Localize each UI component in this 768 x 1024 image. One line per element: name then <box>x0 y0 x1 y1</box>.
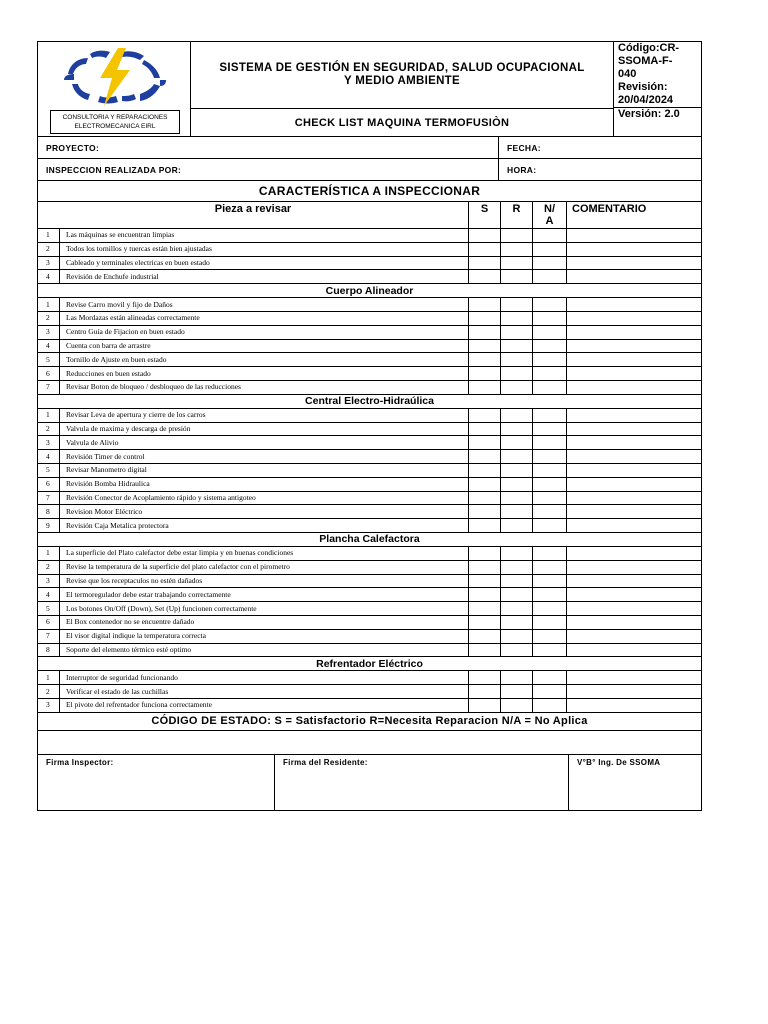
check-r-cell[interactable] <box>501 560 533 574</box>
check-r-cell[interactable] <box>501 450 533 464</box>
ssoma-approval-field[interactable]: V°B° Ing. De SSOMA <box>569 754 702 810</box>
inspector-field[interactable]: INSPECCION REALIZADA POR: <box>38 159 499 181</box>
item-description: El pivote del refrentador funciona correctamente <box>60 698 469 712</box>
check-r-cell[interactable] <box>501 629 533 643</box>
section-title: Refrentador Eléctrico <box>38 657 702 671</box>
check-s-cell[interactable] <box>469 229 501 243</box>
comment-cell[interactable] <box>567 519 702 533</box>
comment-cell[interactable] <box>567 242 702 256</box>
check-r-cell[interactable] <box>501 463 533 477</box>
comment-cell[interactable] <box>567 422 702 436</box>
check-s-cell[interactable] <box>469 256 501 270</box>
check-s-cell[interactable] <box>469 588 501 602</box>
check-na-cell[interactable] <box>533 256 567 270</box>
table-row <box>38 270 702 284</box>
item-number: 7 <box>38 380 60 394</box>
item-description: Interruptor de seguridad funcionando <box>60 671 469 685</box>
table-row <box>38 477 702 491</box>
comment-cell[interactable] <box>567 560 702 574</box>
check-r-cell[interactable] <box>501 229 533 243</box>
check-r-cell[interactable] <box>501 698 533 712</box>
check-na-cell[interactable] <box>533 519 567 533</box>
check-na-cell[interactable] <box>533 270 567 284</box>
table-row <box>38 436 702 450</box>
table-row <box>38 560 702 574</box>
check-s-cell[interactable] <box>469 408 501 422</box>
table-title: CARACTERÍSTICA A INSPECCIONAR <box>38 181 702 202</box>
check-na-cell[interactable] <box>533 574 567 588</box>
col-s-header: S <box>469 202 501 229</box>
item-description: Revisar Boton de bloqueo / desbloqueo de las reducciones <box>60 380 469 394</box>
checklist-document <box>37 41 702 811</box>
table-row <box>38 450 702 464</box>
item-number: 9 <box>38 519 60 533</box>
check-na-cell[interactable] <box>533 671 567 685</box>
table-row <box>38 422 702 436</box>
check-r-cell[interactable] <box>501 519 533 533</box>
system-title-cell <box>191 42 614 109</box>
item-description: Revisión de Enchufe industrial <box>60 270 469 284</box>
item-description: Las máquinas se encuentran limpias <box>60 229 469 243</box>
check-r-cell[interactable] <box>501 615 533 629</box>
comment-cell[interactable] <box>567 367 702 381</box>
checklist-title: CHECK LIST MAQUINA TERMOFUSIÒN <box>191 109 614 137</box>
item-description: Revision Motor Eléctrico <box>60 505 469 519</box>
item-number: 5 <box>38 463 60 477</box>
check-s-cell[interactable] <box>469 685 501 699</box>
item-description: Revisar Manometro digital <box>60 463 469 477</box>
check-na-cell[interactable] <box>533 422 567 436</box>
check-s-cell[interactable] <box>469 339 501 353</box>
item-number: 8 <box>38 643 60 657</box>
revision-date: 20/04/2024 <box>618 94 674 106</box>
table-row <box>38 519 702 533</box>
check-r-cell[interactable] <box>501 671 533 685</box>
check-r-cell[interactable] <box>501 256 533 270</box>
check-r-cell[interactable] <box>501 242 533 256</box>
table-row <box>38 353 702 367</box>
item-description: Las Mordazas están alineadas correctamente <box>60 311 469 325</box>
item-number: 3 <box>38 256 60 270</box>
item-description: Revise Carro movil y fijo de Daños <box>60 298 469 312</box>
comment-cell[interactable] <box>567 270 702 284</box>
check-r-cell[interactable] <box>501 422 533 436</box>
comment-cell[interactable] <box>567 643 702 657</box>
section-header-row <box>38 284 702 298</box>
check-s-cell[interactable] <box>469 298 501 312</box>
table-row <box>38 629 702 643</box>
comment-cell[interactable] <box>567 588 702 602</box>
check-s-cell[interactable] <box>469 643 501 657</box>
item-number: 4 <box>38 588 60 602</box>
section-header-row <box>38 657 702 671</box>
col-r-header: R <box>501 202 533 229</box>
check-r-cell[interactable] <box>501 353 533 367</box>
item-number: 3 <box>38 325 60 339</box>
check-na-cell[interactable] <box>533 450 567 464</box>
check-r-cell[interactable] <box>501 270 533 284</box>
item-number: 1 <box>38 298 60 312</box>
table-row <box>38 685 702 699</box>
check-na-cell[interactable] <box>533 643 567 657</box>
check-na-cell[interactable] <box>533 477 567 491</box>
inspector-signature-field[interactable]: Firma Inspector: <box>38 754 275 810</box>
table-row <box>38 256 702 270</box>
table-row <box>38 298 702 312</box>
resident-signature-field[interactable]: Firma del Residente: <box>275 754 569 810</box>
table-row <box>38 546 702 560</box>
item-number: 6 <box>38 367 60 381</box>
comment-cell[interactable] <box>567 615 702 629</box>
table-row <box>38 671 702 685</box>
footer <box>37 712 702 811</box>
check-s-cell[interactable] <box>469 380 501 394</box>
item-number: 2 <box>38 242 60 256</box>
check-s-cell[interactable] <box>469 436 501 450</box>
check-r-cell[interactable] <box>501 602 533 616</box>
item-number: 2 <box>38 422 60 436</box>
comment-cell[interactable] <box>567 546 702 560</box>
table-row <box>38 615 702 629</box>
check-na-cell[interactable] <box>533 588 567 602</box>
comment-cell[interactable] <box>567 450 702 464</box>
check-s-cell[interactable] <box>469 367 501 381</box>
item-number: 1 <box>38 229 60 243</box>
item-number: 4 <box>38 339 60 353</box>
check-s-cell[interactable] <box>469 519 501 533</box>
check-s-cell[interactable] <box>469 450 501 464</box>
blank-row <box>38 730 702 754</box>
section-header-row <box>38 394 702 408</box>
check-na-cell[interactable] <box>533 505 567 519</box>
table-row <box>38 698 702 712</box>
table-row <box>38 574 702 588</box>
item-description: Revise la temperatura de la superficie del plato calefactor con el pirometro <box>60 560 469 574</box>
item-number: 5 <box>38 353 60 367</box>
item-number: 4 <box>38 450 60 464</box>
check-na-cell[interactable] <box>533 698 567 712</box>
table-row <box>38 339 702 353</box>
check-na-cell[interactable] <box>533 353 567 367</box>
document-code-cell <box>614 42 702 137</box>
section-title: Plancha Calefactora <box>38 532 702 546</box>
item-number: 8 <box>38 505 60 519</box>
comment-cell[interactable] <box>567 339 702 353</box>
section-title: Cuerpo Alineador <box>38 284 702 298</box>
version: Versión: 2.0 <box>614 107 701 121</box>
table-row <box>38 229 702 243</box>
table-row <box>38 408 702 422</box>
comment-cell[interactable] <box>567 298 702 312</box>
item-description: Cuenta con barra de arrastre <box>60 339 469 353</box>
check-s-cell[interactable] <box>469 615 501 629</box>
check-s-cell[interactable] <box>469 353 501 367</box>
check-na-cell[interactable] <box>533 685 567 699</box>
check-na-cell[interactable] <box>533 602 567 616</box>
check-r-cell[interactable] <box>501 643 533 657</box>
document-header <box>37 41 702 137</box>
check-s-cell[interactable] <box>469 671 501 685</box>
col-comment-header: COMENTARIO <box>567 202 702 229</box>
item-number: 2 <box>38 685 60 699</box>
time-field[interactable]: HORA: <box>499 159 702 181</box>
check-s-cell[interactable] <box>469 602 501 616</box>
item-number: 2 <box>38 311 60 325</box>
section-header-row <box>38 532 702 546</box>
comment-cell[interactable] <box>567 229 702 243</box>
item-number: 1 <box>38 671 60 685</box>
comment-cell[interactable] <box>567 408 702 422</box>
check-s-cell[interactable] <box>469 242 501 256</box>
check-r-cell[interactable] <box>501 574 533 588</box>
table-row <box>38 602 702 616</box>
check-s-cell[interactable] <box>469 698 501 712</box>
company-logo-icon <box>60 46 170 108</box>
item-number: 7 <box>38 629 60 643</box>
check-s-cell[interactable] <box>469 574 501 588</box>
comment-cell[interactable] <box>567 477 702 491</box>
check-na-cell[interactable] <box>533 436 567 450</box>
item-description: El Box contenedor no se encuentre dañado <box>60 615 469 629</box>
item-description: Tornillo de Ajuste en buen estado <box>60 353 469 367</box>
comment-cell[interactable] <box>567 325 702 339</box>
comment-cell[interactable] <box>567 436 702 450</box>
table-row <box>38 367 702 381</box>
comment-cell[interactable] <box>567 671 702 685</box>
inspection-info <box>37 136 702 181</box>
check-na-cell[interactable] <box>533 629 567 643</box>
item-description: Revisión Conector de Acoplamiento rápido y sistema antigoteo <box>60 491 469 505</box>
check-s-cell[interactable] <box>469 546 501 560</box>
item-number: 3 <box>38 698 60 712</box>
comment-cell[interactable] <box>567 353 702 367</box>
item-number: 3 <box>38 436 60 450</box>
check-s-cell[interactable] <box>469 422 501 436</box>
check-na-cell[interactable] <box>533 615 567 629</box>
item-description: Verificar el estado de las cuchillas <box>60 685 469 699</box>
item-description: El visor digital indique la temperatura correcta <box>60 629 469 643</box>
item-description: Valvula de maxima y descarga de presión <box>60 422 469 436</box>
checklist-table <box>37 180 702 713</box>
item-description: Revise que los receptaculos no estén dañados <box>60 574 469 588</box>
column-header-row <box>38 202 702 229</box>
item-description: Revisar Leva de apertura y cierre de los carros <box>60 408 469 422</box>
table-row <box>38 380 702 394</box>
check-r-cell[interactable] <box>501 685 533 699</box>
check-na-cell[interactable] <box>533 380 567 394</box>
item-description: Los botones On/Off (Down), Set (Up) funcionen correctamente <box>60 602 469 616</box>
comment-cell[interactable] <box>567 574 702 588</box>
check-s-cell[interactable] <box>469 505 501 519</box>
item-description: La superficie del Plato calefactor debe estar limpia y en buenas condiciones <box>60 546 469 560</box>
revision-label: Revisión: <box>618 81 668 93</box>
check-s-cell[interactable] <box>469 629 501 643</box>
check-r-cell[interactable] <box>501 505 533 519</box>
document-code: Código:CR- SSOMA-F- 040 <box>618 42 680 80</box>
company-name: CONSULTORIA Y REPARACIONES ELECTROMECANICA EIRL <box>50 110 180 134</box>
comment-cell[interactable] <box>567 685 702 699</box>
item-description: Cableado y terminales electricas en buen estado <box>60 256 469 270</box>
check-r-cell[interactable] <box>501 491 533 505</box>
table-row <box>38 325 702 339</box>
comment-cell[interactable] <box>567 602 702 616</box>
item-description: Soporte del elemento térmico esté optimo <box>60 643 469 657</box>
check-na-cell[interactable] <box>533 298 567 312</box>
item-number: 6 <box>38 615 60 629</box>
table-row <box>38 505 702 519</box>
section-title: Central Electro-Hidraúlica <box>38 394 702 408</box>
item-number: 1 <box>38 546 60 560</box>
check-r-cell[interactable] <box>501 436 533 450</box>
check-na-cell[interactable] <box>533 339 567 353</box>
check-na-cell[interactable] <box>533 229 567 243</box>
check-r-cell[interactable] <box>501 339 533 353</box>
system-title: SISTEMA DE GESTIÓN EN SEGURIDAD, SALUD OCUPACIONAL Y MEDIO AMBIENTE <box>219 62 585 87</box>
item-description: Revisión Caja Metalica protectora <box>60 519 469 533</box>
check-r-cell[interactable] <box>501 325 533 339</box>
item-description: Centro Guía de Fijacion en buen estado <box>60 325 469 339</box>
comment-cell[interactable] <box>567 311 702 325</box>
comment-cell[interactable] <box>567 380 702 394</box>
comment-cell[interactable] <box>567 256 702 270</box>
item-description: Valvula de Alivio <box>60 436 469 450</box>
item-number: 5 <box>38 602 60 616</box>
check-na-cell[interactable] <box>533 546 567 560</box>
check-r-cell[interactable] <box>501 408 533 422</box>
comment-cell[interactable] <box>567 505 702 519</box>
table-row <box>38 242 702 256</box>
check-r-cell[interactable] <box>501 380 533 394</box>
check-r-cell[interactable] <box>501 546 533 560</box>
table-row <box>38 491 702 505</box>
date-field[interactable]: FECHA: <box>499 137 702 159</box>
col-piece-header: Pieza a revisar <box>38 202 469 229</box>
item-number: 4 <box>38 270 60 284</box>
item-description: Revisión Timer de control <box>60 450 469 464</box>
check-r-cell[interactable] <box>501 477 533 491</box>
check-r-cell[interactable] <box>501 588 533 602</box>
check-s-cell[interactable] <box>469 325 501 339</box>
check-s-cell[interactable] <box>469 477 501 491</box>
table-row <box>38 311 702 325</box>
check-s-cell[interactable] <box>469 270 501 284</box>
check-r-cell[interactable] <box>501 311 533 325</box>
item-number: 3 <box>38 574 60 588</box>
check-r-cell[interactable] <box>501 298 533 312</box>
comment-cell[interactable] <box>567 629 702 643</box>
table-row <box>38 463 702 477</box>
project-field[interactable]: PROYECTO: <box>38 137 499 159</box>
comment-cell[interactable] <box>567 463 702 477</box>
check-na-cell[interactable] <box>533 408 567 422</box>
check-na-cell[interactable] <box>533 311 567 325</box>
logo-cell <box>38 42 191 137</box>
check-na-cell[interactable] <box>533 463 567 477</box>
item-number: 1 <box>38 408 60 422</box>
item-description: Reducciones en buen estado <box>60 367 469 381</box>
check-na-cell[interactable] <box>533 560 567 574</box>
check-r-cell[interactable] <box>501 367 533 381</box>
check-na-cell[interactable] <box>533 367 567 381</box>
item-description: Revisión Bomba Hidraulica <box>60 477 469 491</box>
check-s-cell[interactable] <box>469 560 501 574</box>
item-number: 6 <box>38 477 60 491</box>
table-row <box>38 588 702 602</box>
item-description: El termoregulador debe estar trabajando correctamente <box>60 588 469 602</box>
status-legend: CÓDIGO DE ESTADO: S = Satisfactorio R=Necesita Reparacion N/A = No Aplica <box>38 712 702 730</box>
check-s-cell[interactable] <box>469 463 501 477</box>
item-number: 7 <box>38 491 60 505</box>
table-row <box>38 643 702 657</box>
item-number: 2 <box>38 560 60 574</box>
item-description: Todos los tornillos y tuercas están bien ajustadas <box>60 242 469 256</box>
check-na-cell[interactable] <box>533 491 567 505</box>
check-na-cell[interactable] <box>533 325 567 339</box>
check-s-cell[interactable] <box>469 491 501 505</box>
check-s-cell[interactable] <box>469 311 501 325</box>
comment-cell[interactable] <box>567 698 702 712</box>
col-na-header: N/ A <box>533 202 567 229</box>
comment-cell[interactable] <box>567 491 702 505</box>
check-na-cell[interactable] <box>533 242 567 256</box>
